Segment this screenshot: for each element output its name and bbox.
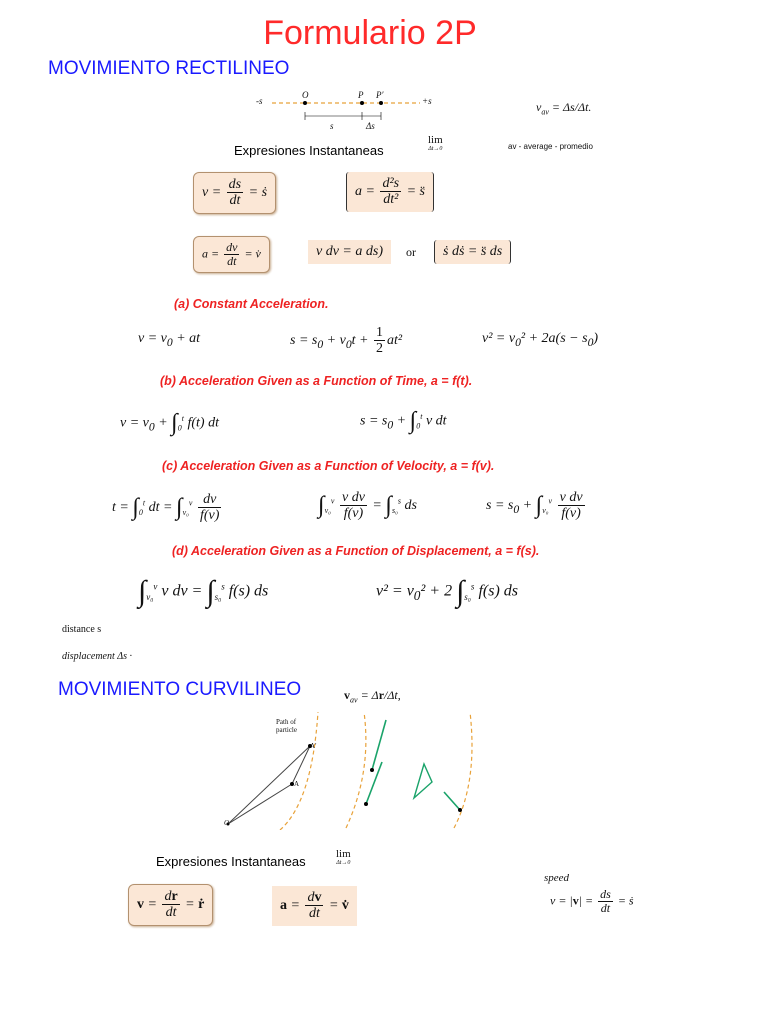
- formula-s-integral-func-velocity: $\int_{v_0}^v$ $\frac{\text{v dv}}{f(v)}$ = $\int_{s_0}^s$ ds: [318, 490, 417, 522]
- formula-v2-func-displacement: $v^2 = v_0^2 + 2$ $\int_{s_0}^s$ f(s) ds: [376, 575, 518, 608]
- instantaneous-label: Expresiones Instantaneas: [234, 143, 384, 158]
- vdv-ads-box: v dv = a ds): [308, 240, 391, 264]
- rectilinear-axis-diagram: [250, 86, 440, 136]
- displacement-label: displacement Δs ·: [62, 651, 133, 662]
- case-c-heading: (c) Acceleration Given as a Function of Velocity, a = f(v).: [162, 459, 495, 473]
- limit-notation-curvilineo: lim Δt→0: [336, 848, 351, 866]
- axis-label-p-prime: P′: [376, 90, 384, 100]
- axis-label-origin: O: [302, 90, 309, 100]
- speed-formula: v = |v| = $\frac{ds}{dt}$ = ṡ: [550, 887, 634, 916]
- speed-label: speed: [544, 872, 570, 884]
- average-velocity-vector-formula: $v_{av} = \Delta r/\Delta t$,: [344, 688, 401, 705]
- case-b-heading: (b) Acceleration Given as a Function of Time, a = f(t).: [160, 374, 473, 388]
- point-a-label: A: [294, 780, 300, 788]
- sdot-ds-box: ṡ dṡ = s̈ ds: [434, 240, 511, 264]
- distance-label: distance s: [62, 624, 102, 635]
- average-velocity-formula: $v_{av} = \Delta s/\Delta t$.: [536, 100, 592, 117]
- formula-v2-const-acc: $v^2 = v_0^2 + 2a(s - s_0)$: [482, 331, 599, 349]
- point-a-prime-label: A′: [310, 742, 317, 750]
- velocity-definition-box: v = $\frac{ds}{dt}$ = ṡ: [193, 172, 276, 214]
- axis-label-pos: +s: [422, 96, 432, 106]
- case-a-heading: (a) Constant Acceleration.: [174, 297, 329, 311]
- formula-v-const-acc: $v = v_0$ + at: [138, 331, 201, 349]
- curvilinear-velocity-diagram: [342, 712, 482, 830]
- case-d-heading: (d) Acceleration Given as a Function of Displacement, a = f(s).: [172, 544, 540, 558]
- origin-label: O: [224, 819, 230, 827]
- formula-v-func-time: $v = v_0 + \int_0^t$ f(t) dt: [120, 410, 219, 436]
- axis-label-s: s: [330, 121, 334, 131]
- section-heading-curvilineo: MOVIMIENTO CURVILINEO: [58, 679, 302, 700]
- formula-s-const-acc: $s = s_0 + v_0t$ + $\frac{1}{2}$ at²: [290, 325, 403, 357]
- page-title: Formulario 2P: [263, 14, 477, 52]
- acceleration-second-derivative-box: a = $\frac{\text{d²s}}{\text{dt²}}$ = s̈: [346, 172, 434, 212]
- section-heading-rectilineo: MOVIMIENTO RECTILINEO: [48, 58, 290, 79]
- average-note: av - average - promedio: [508, 142, 593, 151]
- formula-vdv-func-displacement: $\int_{v_0}^v$ v dv = $\int_{s_0}^s$ f(s) ds: [138, 575, 269, 608]
- acceleration-vector-box: a = $\frac{dv}{dt}$ = v̇: [272, 886, 357, 926]
- or-label: or: [406, 245, 416, 259]
- formula-s-func-velocity: $s = s_0 + \int_{v_0}^v$ $\frac{\text{v dv}}{f(v)}$: [486, 490, 583, 522]
- axis-label-delta-s: Δs: [366, 121, 375, 131]
- axis-label-p: P: [358, 90, 364, 100]
- instantaneous-label-curvilineo: Expresiones Instantaneas: [156, 854, 306, 869]
- path-of-particle-label: Path of particle: [276, 718, 297, 735]
- velocity-vector-box: v = $\frac{dr}{dt}$ = ṙ: [128, 884, 213, 926]
- acceleration-definition-box: a = $\frac{dv}{dt}$ = v̇: [193, 236, 270, 273]
- formula-t-func-velocity: $t = \int_0^t$ dt = $\int_{v_0}^v$ $\frac{dv}{f(v)}$: [112, 492, 220, 524]
- formula-s-func-time: $s = s_0 + \int_0^t$ v dt: [360, 408, 447, 434]
- limit-notation: lim Δt→0: [428, 134, 443, 152]
- axis-label-neg: -s: [256, 96, 263, 106]
